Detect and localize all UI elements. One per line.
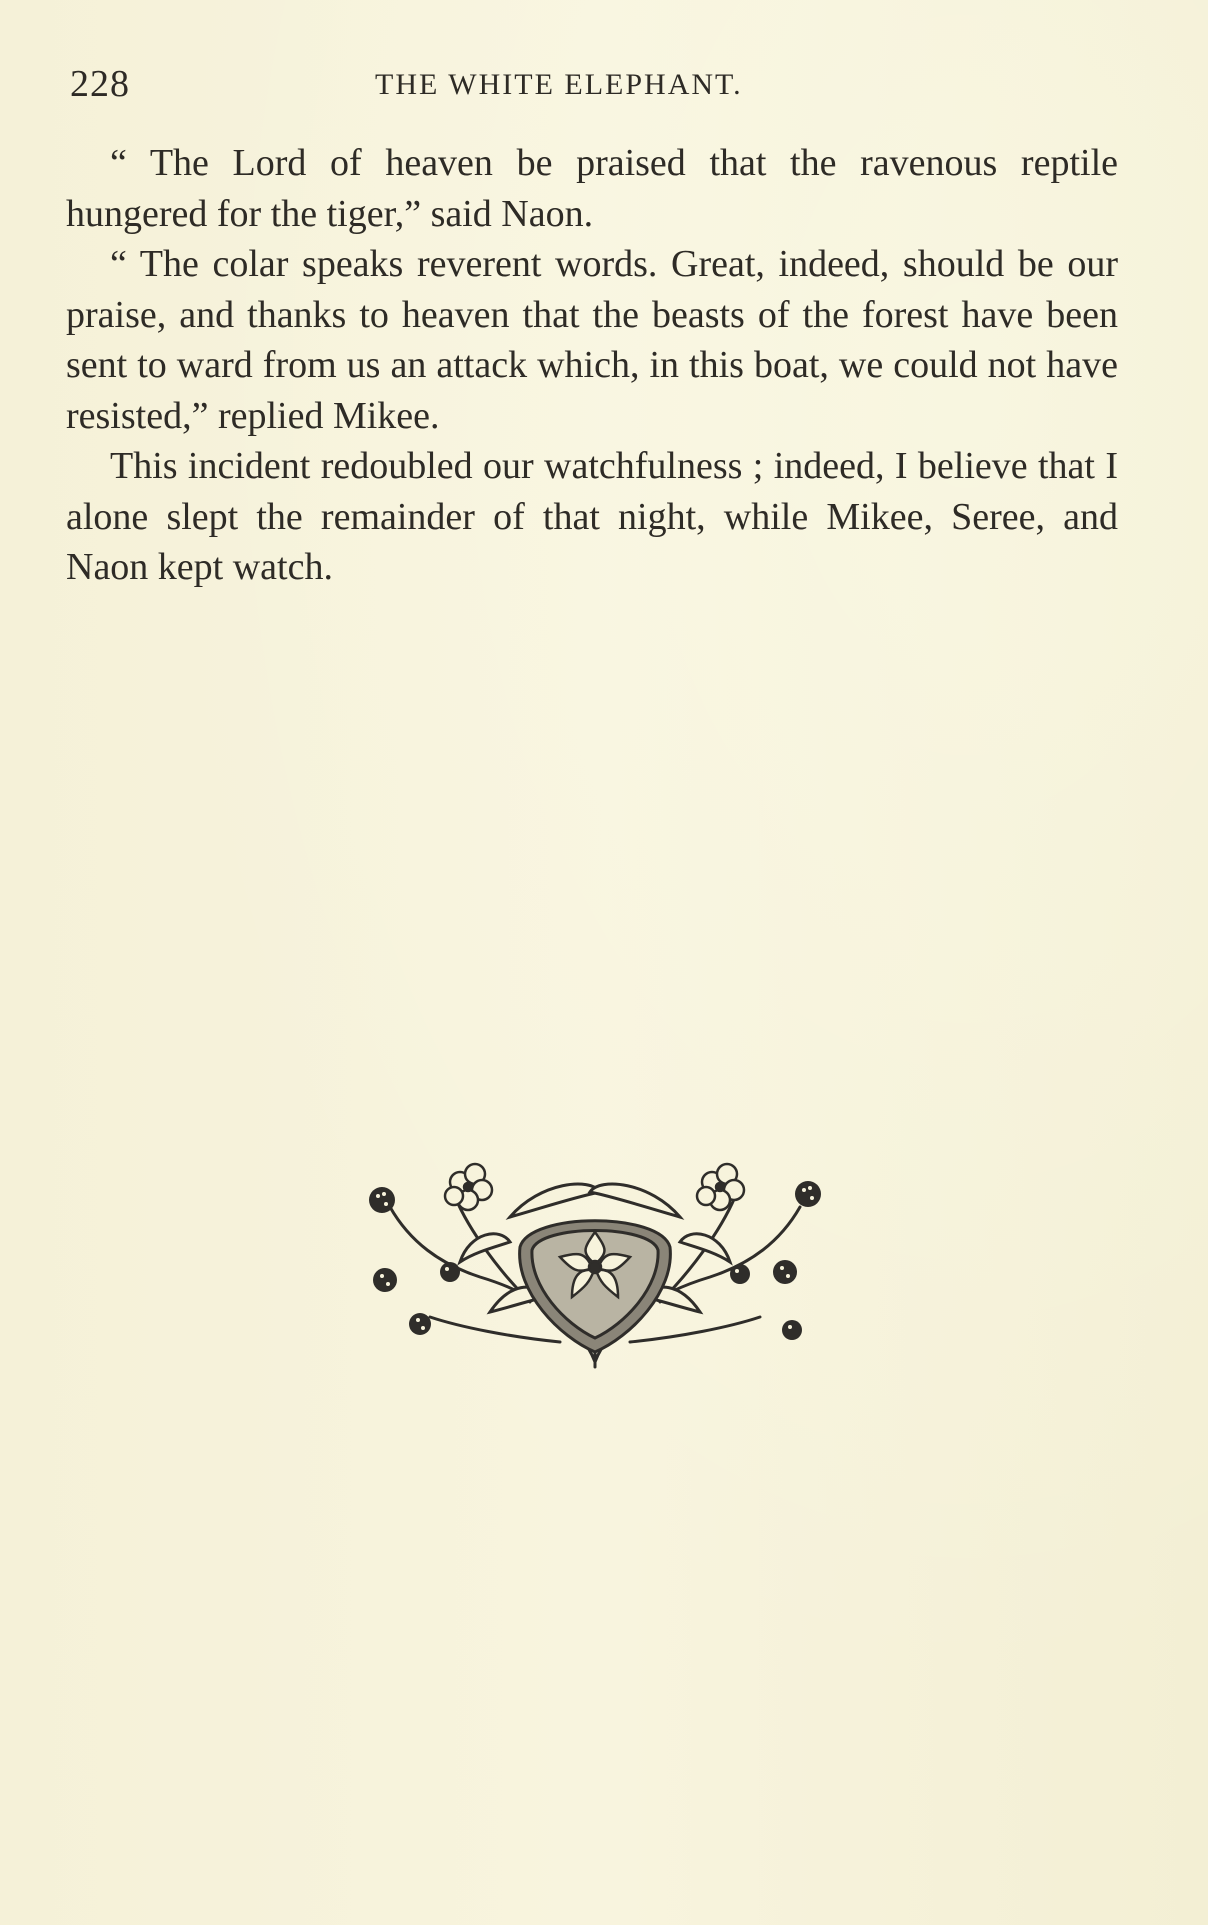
floral-tailpiece-icon <box>360 1152 830 1377</box>
running-head <box>70 62 1120 110</box>
paragraph: “ The colar speaks reverent words. Great, indeed, should be our praise, and thanks to heaven that the beasts of the forest have been sent to ward from us an attack which, in this boat, we could not have resisted,” replied Mikee. <box>66 243 1118 437</box>
body-text <box>66 138 1118 593</box>
paragraph: This incident redoubled our watchfulness ; indeed, I believe that I alone slept the remainder of that night, while Mikee, Seree, and Naon kept watch. <box>66 445 1118 588</box>
running-title: THE WHITE ELEPHANT. <box>375 68 743 101</box>
paragraph: “ The Lord of heaven be praised that the ravenous reptile hungered for the tiger,” said Naon. <box>66 142 1118 235</box>
page-number: 228 <box>70 63 130 105</box>
